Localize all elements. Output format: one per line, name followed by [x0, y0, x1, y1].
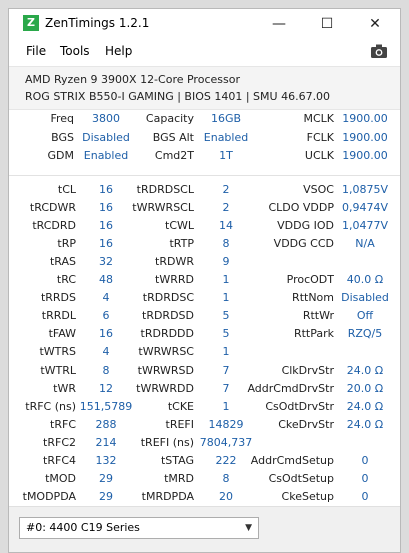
timing-value: 1900.00 [342, 149, 388, 162]
timing-label: tCL [57, 183, 76, 196]
timing-value: 0 [361, 489, 369, 503]
timing-value: Disabled [341, 291, 389, 305]
timing-label: Freq [50, 112, 74, 125]
close-button[interactable]: ✕ [369, 16, 381, 32]
chevron-down-icon: ▼ [245, 523, 252, 533]
timing-value: 0 [361, 453, 369, 467]
timing-label: tRRDL [41, 309, 76, 323]
timing-value: 2 [222, 183, 230, 196]
timing-label: tMOD [45, 471, 76, 485]
timing-label: tWR [53, 381, 76, 395]
menu-help[interactable]: Help [105, 44, 133, 58]
timing-value: 24.0 Ω [346, 363, 384, 377]
timing-label: UCLK [304, 149, 334, 162]
system-info-panel [9, 66, 400, 110]
app-logo-icon: Z [23, 15, 39, 31]
timing-label: tRDRDSC [142, 291, 194, 305]
profile-bar [9, 506, 400, 552]
main-window [8, 8, 401, 553]
timing-value: 1,0477V [341, 219, 388, 233]
timing-value: 7 [222, 363, 230, 377]
timing-value: 2 [222, 201, 230, 215]
timing-value: Off [356, 309, 374, 323]
timing-value: 1T [219, 149, 233, 162]
timing-label: CkeDrvStr [278, 417, 334, 431]
timing-value: 16 [99, 219, 113, 233]
divider [9, 175, 400, 176]
timing-label: tRFC [50, 417, 76, 431]
timing-label: tRFC (ns) [25, 399, 76, 413]
menu-tools[interactable]: Tools [60, 44, 90, 58]
timing-label: BGS Alt [152, 130, 194, 144]
timing-value: 16GB [210, 112, 242, 125]
timing-value: 1 [222, 291, 230, 305]
timing-label: tMODPDA [22, 489, 76, 503]
timing-label: RttWr [302, 309, 334, 323]
timing-label: VSOC [303, 183, 334, 196]
timing-value: 1 [222, 345, 230, 359]
timing-label: Cmd2T [154, 149, 194, 162]
timing-label: tRDRDDD [140, 327, 194, 341]
timing-value: 29 [99, 489, 113, 503]
timing-value: 24.0 Ω [346, 399, 384, 413]
timing-label: tRTP [169, 237, 194, 251]
window-title: ZenTimings 1.2.1 [45, 16, 150, 30]
memory-profile-value: #0: 4400 C19 Series [26, 521, 140, 534]
timing-label: tRDWR [155, 255, 194, 269]
menu-bar [9, 41, 400, 63]
timing-value: 3800 [92, 112, 120, 125]
timing-value: 32 [99, 255, 113, 269]
timing-label: tMRDPDA [141, 489, 194, 503]
timing-label: tWTRL [40, 363, 76, 377]
timing-label: GDM [47, 149, 74, 162]
timing-label: Capacity [145, 112, 194, 125]
timing-value: 6 [102, 309, 110, 323]
timing-label: tREFI [165, 417, 194, 431]
timing-label: VDDG IOD [277, 219, 334, 233]
timing-value: 1900.00 [342, 130, 388, 144]
timing-value: 214 [95, 435, 117, 449]
timing-label: CLDO VDDP [268, 201, 334, 215]
board-info: ROG STRIX B550-I GAMING | BIOS 1401 | SMU 46.67.00 [25, 90, 331, 103]
timing-label: CsOdtDrvStr [265, 399, 334, 413]
timing-label: tRCDWR [29, 201, 76, 215]
timing-label: AddrCmdSetup [250, 453, 334, 467]
camera-icon[interactable] [370, 43, 388, 59]
timing-label: tRDRDSCL [136, 183, 194, 196]
timing-value: 7 [222, 381, 230, 395]
timing-label: tWTRS [39, 345, 76, 359]
minimize-button[interactable]: — [272, 16, 286, 32]
timing-value: 1900.00 [342, 112, 388, 125]
timing-label: RttNom [292, 291, 334, 305]
timing-value: N/A [355, 237, 375, 251]
timing-label: CsOdtSetup [268, 471, 334, 485]
timing-value: 132 [95, 453, 117, 467]
timing-value: 16 [99, 183, 113, 196]
timing-value: 20.0 Ω [346, 381, 384, 395]
timing-value: 8 [102, 363, 110, 377]
timing-value: 40.0 Ω [346, 273, 384, 287]
timing-label: tRFC2 [43, 435, 76, 449]
timing-value: 1 [222, 399, 230, 413]
timing-value: 16 [99, 327, 113, 341]
timing-value: 222 [215, 453, 237, 467]
timing-label: tRAS [49, 255, 76, 269]
timing-label: tWRWRSD [137, 363, 194, 377]
timing-label: tFAW [48, 327, 76, 341]
timing-label: tRCDRD [32, 219, 76, 233]
timing-label: tWRWRDD [136, 381, 194, 395]
timing-value: Enabled [203, 130, 249, 144]
timing-label: RttPark [293, 327, 334, 341]
timing-value: Disabled [82, 130, 130, 144]
timing-value: 14829 [208, 417, 244, 431]
timing-value: 288 [95, 417, 117, 431]
timing-value: 8 [222, 237, 230, 251]
timing-label: BGS [51, 130, 74, 144]
timing-label: tCKE [167, 399, 194, 413]
title-bar[interactable] [9, 9, 400, 39]
timing-value: 16 [99, 237, 113, 251]
timing-label: tRDRDSD [142, 309, 194, 323]
timing-value: 5 [222, 309, 230, 323]
timing-label: ProcODT [286, 273, 334, 287]
timing-label: FCLK [306, 130, 334, 144]
timing-label: VDDG CCD [273, 237, 334, 251]
timing-label: CkeSetup [281, 489, 334, 503]
maximize-button[interactable]: ☐ [320, 16, 334, 32]
timing-value: 0,9474V [341, 201, 388, 215]
timing-label: tWRRD [155, 273, 194, 287]
timing-label: tREFI (ns) [140, 435, 194, 449]
timing-value: 24.0 Ω [346, 417, 384, 431]
timing-value: 9 [222, 255, 230, 269]
timing-value: 0 [361, 471, 369, 485]
timing-label: tRFC4 [43, 453, 76, 467]
timing-label: ClkDrvStr [281, 363, 334, 377]
timing-value: Enabled [83, 149, 129, 162]
timing-value: 4 [102, 291, 110, 305]
timing-label: tSTAG [160, 453, 194, 467]
timing-label: tRRDS [40, 291, 76, 305]
timing-value: 12 [99, 381, 113, 395]
timing-value: 16 [99, 201, 113, 215]
timing-value: 14 [219, 219, 233, 233]
timing-value: 20 [219, 489, 233, 503]
timing-label: tWRWRSC [138, 345, 194, 359]
timing-label: tMRD [164, 471, 194, 485]
timing-value: 1 [222, 273, 230, 287]
timing-value: 8 [222, 471, 230, 485]
menu-file[interactable]: File [26, 44, 47, 58]
timing-value: 5 [222, 327, 230, 341]
memory-profile-select[interactable] [19, 517, 259, 539]
timing-value: 1,0875V [341, 183, 388, 196]
timing-label: MCLK [303, 112, 334, 125]
timing-value: 29 [99, 471, 113, 485]
timing-label: tRC [56, 273, 76, 287]
timing-label: tWRWRSCL [132, 201, 194, 215]
timing-label: tCWL [165, 219, 194, 233]
timing-value: 7804,737 [199, 435, 253, 449]
timing-value: 151,5789 [79, 399, 133, 413]
timing-label: tRP [57, 237, 76, 251]
timing-value: 4 [102, 345, 110, 359]
timing-value: 48 [99, 273, 113, 287]
timing-value: RZQ/5 [347, 327, 383, 341]
cpu-name: AMD Ryzen 9 3900X 12-Core Processor [25, 73, 240, 86]
timing-label: AddrCmdDrvStr [247, 381, 334, 395]
